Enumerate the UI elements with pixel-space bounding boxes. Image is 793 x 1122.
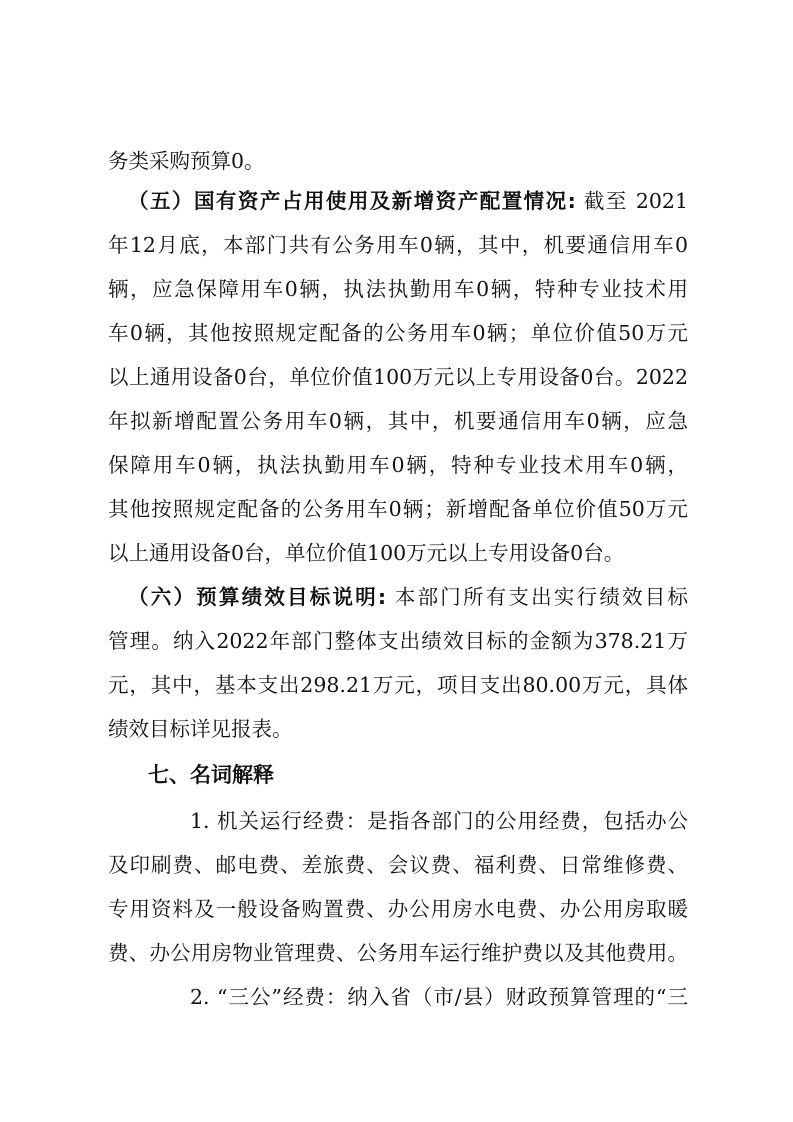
body-text-line: 保障用车0辆，执法执勤用车0辆，特种专业技术用车0辆， bbox=[108, 453, 688, 477]
body-text-line: 及印刷费、邮电费、差旅费、会议费、福利费、日常维修费、 bbox=[108, 853, 688, 877]
body-text-line: 辆，应急保障用车0辆，执法执勤用车0辆，特种专业技术用 bbox=[108, 277, 688, 301]
body-text-line: 务类采购预算0。 bbox=[108, 149, 265, 173]
body-text: 截至 2021 bbox=[575, 189, 688, 213]
body-text-line: 绩效目标详见报表。 bbox=[108, 717, 293, 741]
body-text-line: 元，其中，基本支出298.21万元，项目支出80.00万元，具体 bbox=[108, 673, 688, 697]
body-text-line: 以上通用设备0台，单位价值100万元以上专用设备0台。2022 bbox=[108, 365, 688, 389]
body-text-line: 管理。纳入2022年部门整体支出绩效目标的金额为378.21万 bbox=[108, 629, 688, 653]
section-5-heading: （五）国有资产占用使用及新增资产配置情况: bbox=[128, 189, 576, 213]
body-text-line: 费、办公用房物业管理费、公务用车运行维护费以及其他费用。 bbox=[108, 941, 688, 965]
section-7-heading: 七、名词解释 bbox=[148, 763, 274, 787]
definition-2-start: 2. “三公”经费：纳入省（市/县）财政预算管理的“三 bbox=[190, 985, 688, 1009]
body-text-line: 其他按照规定配备的公务用车0辆；新增配备单位价值50万元 bbox=[108, 497, 688, 521]
section-6-paragraph-start bbox=[128, 582, 688, 612]
section-5-paragraph-start bbox=[128, 186, 688, 216]
definition-1-start: 1. 机关运行经费：是指各部门的公用经费，包括办公 bbox=[190, 809, 688, 833]
body-text-line: 年12月底，本部门共有公务用车0辆，其中，机要通信用车0 bbox=[108, 233, 688, 257]
body-text-line: 专用资料及一般设备购置费、办公用房水电费、办公用房取暖 bbox=[108, 897, 688, 921]
body-text-line: 车0辆，其他按照规定配备的公务用车0辆；单位价值50万元 bbox=[108, 321, 688, 345]
body-text: 本部门所有支出实行绩效目标 bbox=[386, 585, 689, 609]
section-6-heading: （六）预算绩效目标说明: bbox=[128, 585, 387, 609]
body-text-line: 年拟新增配置公务用车0辆，其中，机要通信用车0辆，应急 bbox=[108, 409, 688, 433]
body-text-line: 以上通用设备0台，单位价值100万元以上专用设备0台。 bbox=[108, 541, 625, 565]
